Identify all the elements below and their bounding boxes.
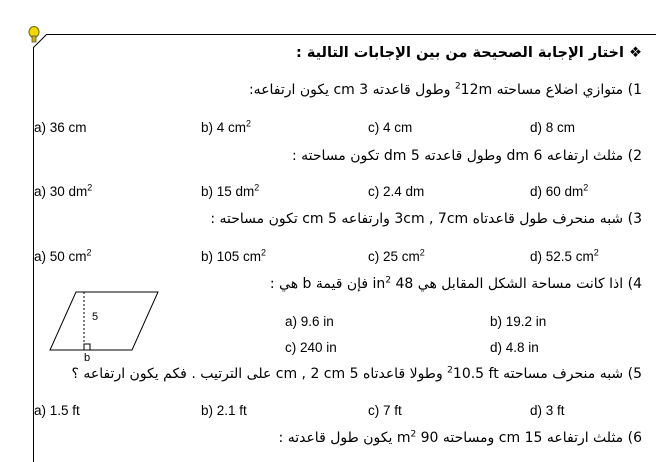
q3-option-b[interactable]: b) 105 $cm^2$ [201,247,267,264]
question-6: 6) مثلث ارتفاعه 15 cm ومساحته 90 $m^2$ يكون طول قاعدته : [278,429,642,446]
q4-option-b[interactable]: b) 19.2 in [490,314,547,329]
q1-option-c[interactable]: c) 4 cm [368,120,413,135]
q2-option-d[interactable]: d) 60 $dm^2$ [530,182,589,199]
question-1: 1) متوازي اضلاع مساحته $12m^2$ وطول قاعدته 3 cm يكون ارتفاعه: [248,81,642,98]
q5-option-c[interactable]: c) 7 ft [368,403,402,418]
q2-option-c[interactable]: c) 2.4 dm [368,184,425,199]
q4-option-c[interactable]: c) 240 in [285,340,337,355]
question-3: 3) شبه منحرف طول قاعدتاه 3cm , 7cm وارتفاعه 5 cm تكون مساحته : [210,211,642,227]
question-5: 5) شبه منحرف مساحته 10.5 $ft^2$ وطولا قاعدتاه 5 cm , 2 cm على الترتيب . فكم يكون ارتفاعه ؟ [71,365,642,382]
q3-option-a[interactable]: a) 50 $cm^2$ [34,247,92,264]
pin-icon [27,25,41,43]
q4-option-a[interactable]: a) 9.6 in [285,314,334,329]
q3-option-c[interactable]: c) 25 $cm^2$ [368,247,425,264]
base-label: b [84,352,91,362]
q1-option-b[interactable]: b) 4 $cm^2$ [201,118,252,135]
q1-option-a[interactable]: a) 36 cm [34,120,87,135]
q5-option-a[interactable]: a) 1.5 ft [34,403,80,418]
q4-option-d[interactable]: d) 4.8 in [490,340,539,355]
parallelogram-figure [46,288,164,362]
q5-option-b[interactable]: b) 2.1 ft [201,403,247,418]
q3-option-d[interactable]: d) 52.5 $cm^2$ [530,247,599,264]
height-label: 5 [92,311,99,323]
instruction-heading: ❖ اختار الإجابة الصحيحة من بين الإجابات التالية : [295,45,642,61]
q5-option-d[interactable]: d) 3 ft [530,403,565,418]
question-4: 4) اذا كانت مساحة الشكل المقابل هي 48 $in^2$ فإن قيمة b هي : [269,275,642,292]
q2-option-a[interactable]: a) 30 $dm^2$ [34,182,93,199]
q2-option-b[interactable]: b) 15 $dm^2$ [201,182,260,199]
frame-top-border [46,34,656,35]
question-2: 2) مثلث ارتفاعه 6 dm وطول قاعدته 5 dm تكون مساحته : [292,148,642,164]
q1-option-d[interactable]: d) 8 cm [530,120,576,135]
